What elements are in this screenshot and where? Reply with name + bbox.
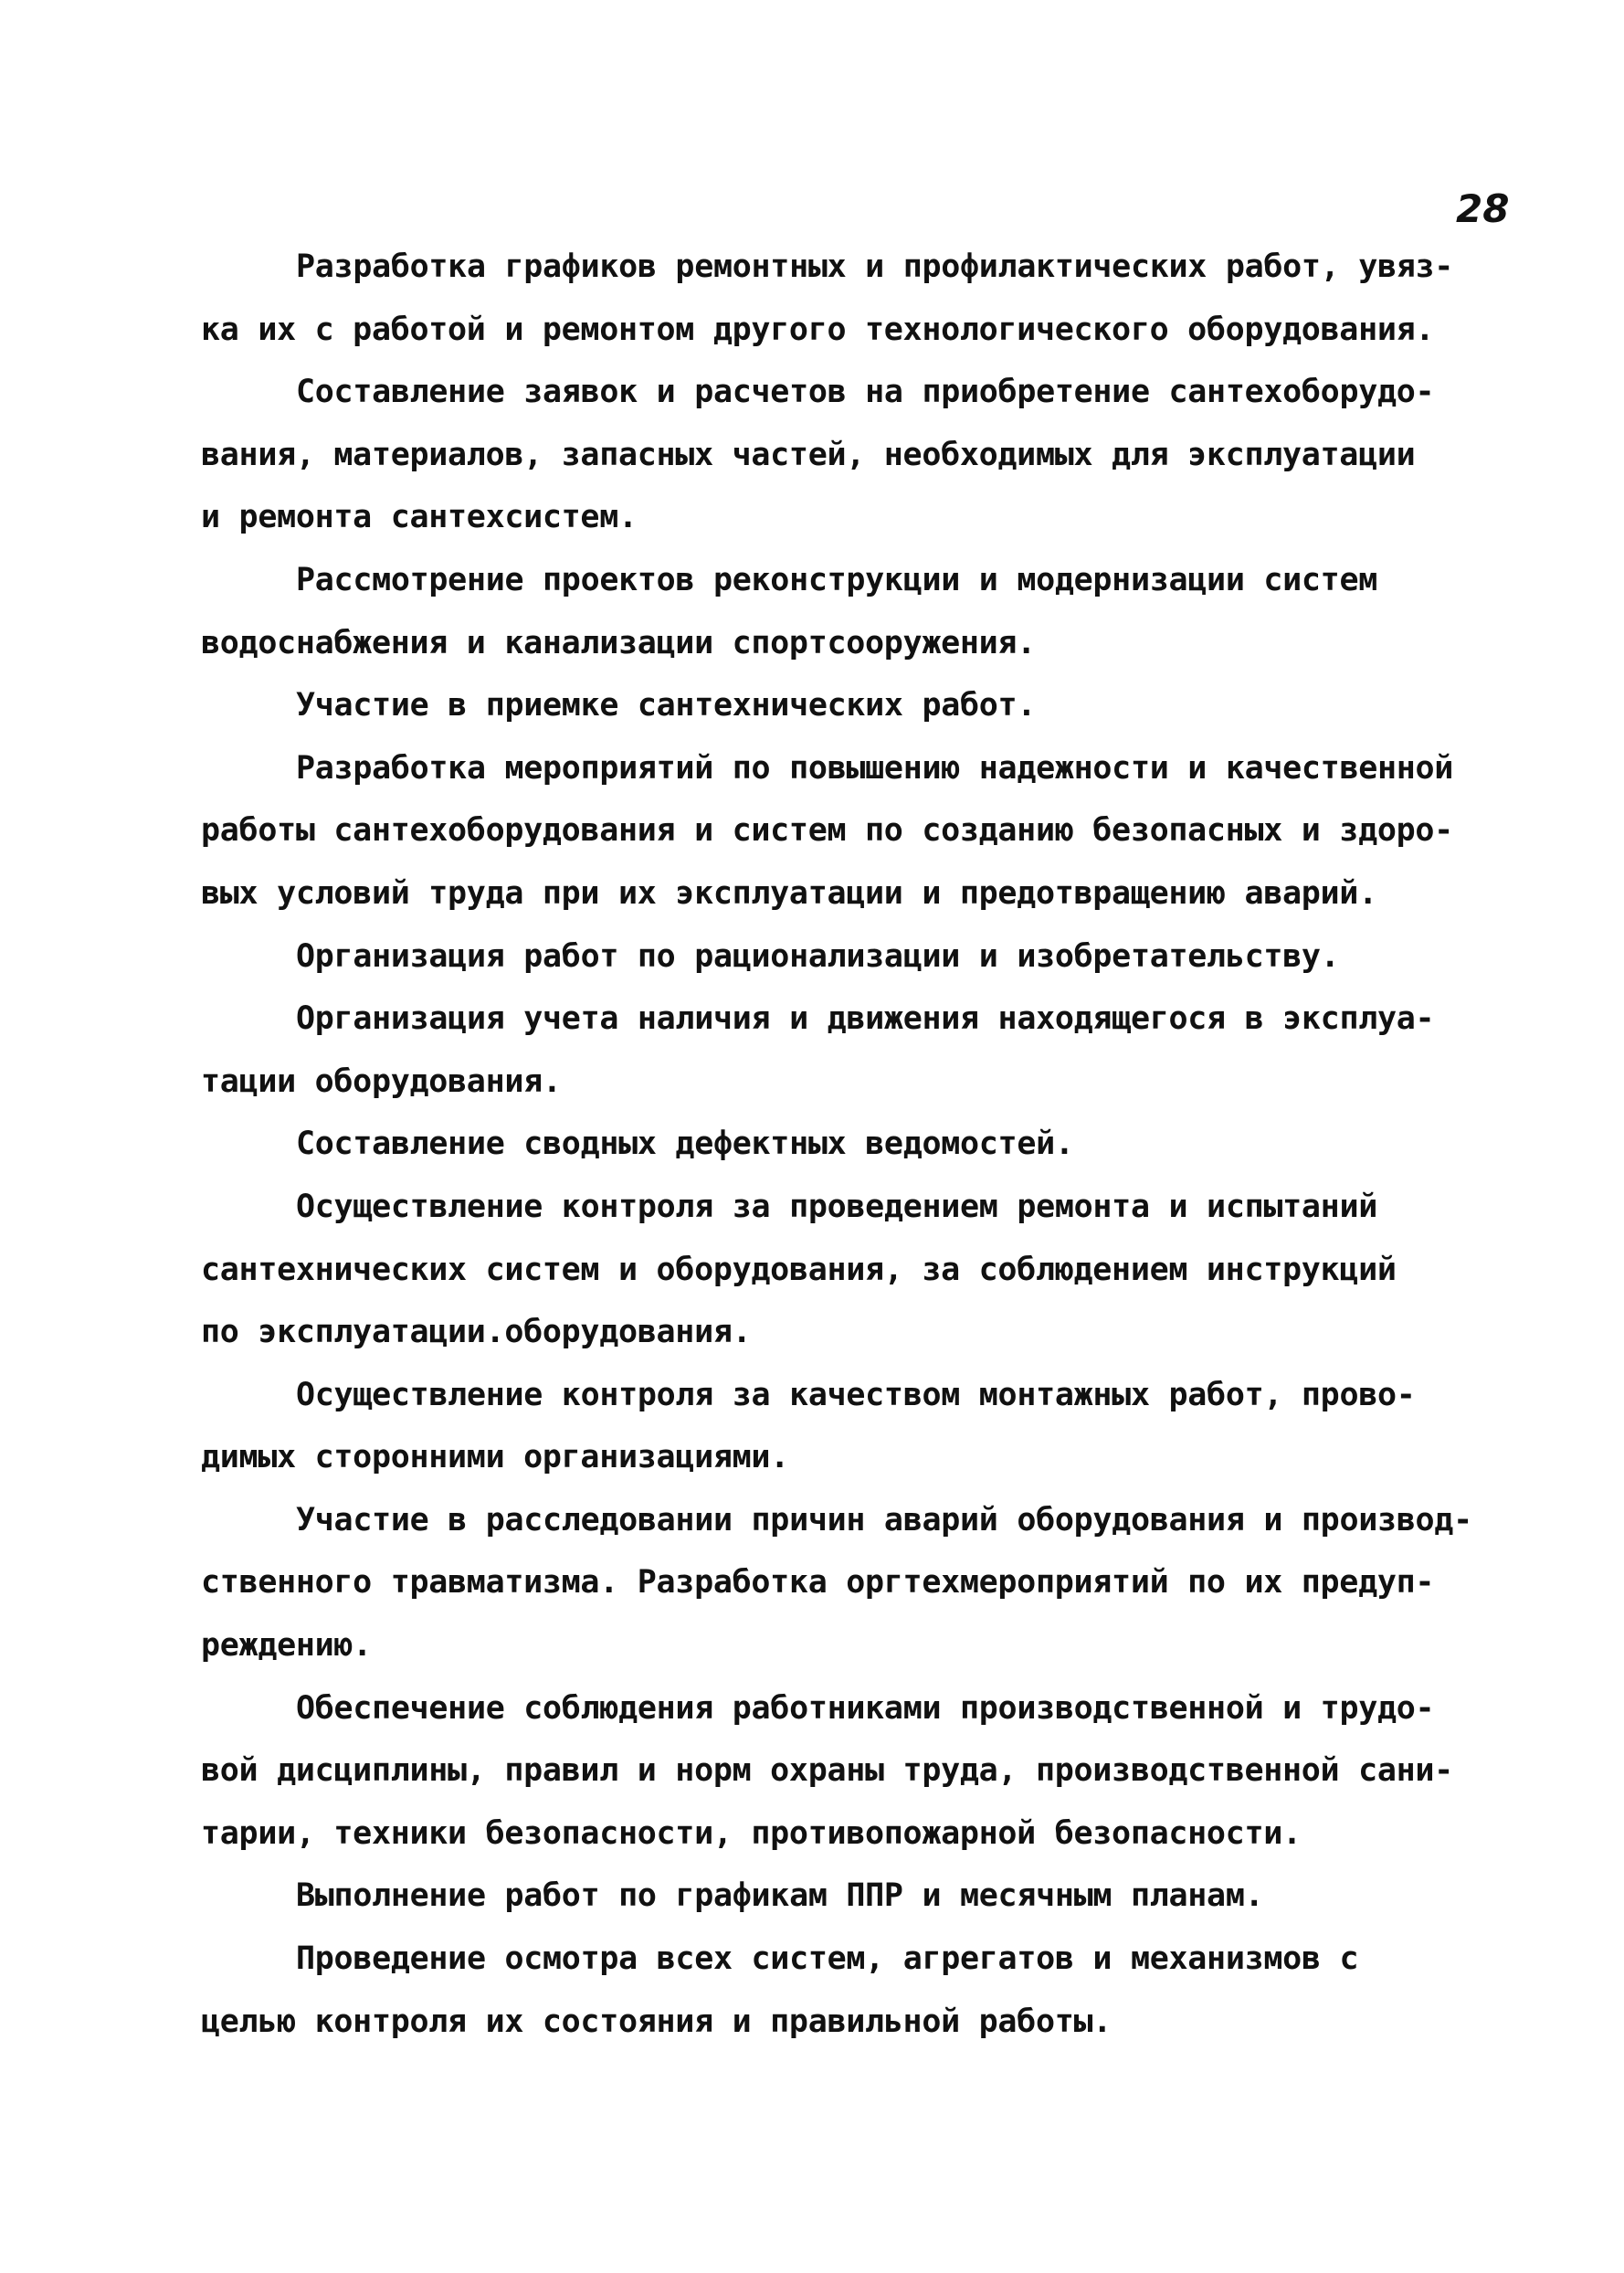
paragraph bbox=[201, 549, 1498, 674]
paragraph-first-line: Обеспечение соблюдения работниками производственной и трудо- bbox=[296, 1689, 1435, 1727]
paragraph-first-line: Организация работ по рационализации и изобретательству. bbox=[296, 937, 1340, 975]
document-body bbox=[201, 236, 1498, 2053]
paragraph-first-line: Участие в приемке сантехнических работ. bbox=[296, 687, 1037, 724]
paragraph-first-line: Рассмотрение проектов реконструкции и модернизации систем bbox=[296, 561, 1377, 598]
paragraph-line: реждению. bbox=[201, 1627, 372, 1665]
paragraph bbox=[201, 988, 1498, 1113]
paragraph bbox=[201, 1176, 1498, 1364]
paragraph bbox=[201, 236, 1498, 361]
paragraph-line: водоснабжения и канализации спортсооружения. bbox=[201, 624, 1036, 661]
paragraph bbox=[201, 1364, 1498, 1489]
paragraph-line: сантехнических систем и оборудования, за соблюдением инструкций bbox=[201, 1251, 1397, 1288]
paragraph-first-line: Составление сводных дефектных ведомостей. bbox=[296, 1126, 1074, 1163]
paragraph bbox=[201, 1489, 1498, 1677]
paragraph bbox=[201, 737, 1498, 925]
paragraph bbox=[201, 1865, 1498, 1928]
paragraph bbox=[201, 1677, 1498, 1866]
paragraph bbox=[201, 925, 1498, 988]
paragraph-line: целью контроля их состояния и правильной работы. bbox=[201, 2003, 1113, 2040]
page-number: 28 bbox=[1456, 186, 1510, 231]
paragraph bbox=[201, 674, 1498, 737]
paragraph-first-line: Проведение осмотра всех систем, агрегатов и механизмов с bbox=[296, 1940, 1359, 1978]
paragraph bbox=[201, 1113, 1498, 1176]
paragraph-first-line: Выполнение работ по графикам ППР и месячным планам. bbox=[296, 1877, 1264, 1915]
paragraph-first-line: Участие в расследовании причин аварий оборудования и производ- bbox=[296, 1501, 1472, 1538]
paragraph-line: ственного травматизма. Разработка оргтехмероприятий по их предуп- bbox=[201, 1564, 1435, 1602]
paragraph-line: тарии, техники безопасности, противопожарной безопасности. bbox=[201, 1814, 1302, 1852]
paragraph-first-line: Составление заявок и расчетов на приобретение сантехоборудо- bbox=[296, 374, 1435, 411]
paragraph-first-line: Осуществление контроля за качеством монтажных работ, прово- bbox=[296, 1376, 1416, 1413]
paragraph-line: вой дисциплины, правил и норм охраны труда, производственной сани- bbox=[201, 1752, 1453, 1790]
paragraph-first-line: Разработка графиков ремонтных и профилактических работ, увяз- bbox=[296, 248, 1454, 285]
paragraph bbox=[201, 361, 1498, 549]
paragraph-line: вания, материалов, запасных частей, необходимых для эксплуатации bbox=[201, 436, 1416, 473]
paragraph-line: и ремонта сантехсистем. bbox=[201, 499, 638, 536]
paragraph-line: работы сантехоборудования и систем по созданию безопасных и здоро- bbox=[201, 812, 1453, 850]
paragraph-line: тации оборудования. bbox=[201, 1062, 562, 1100]
paragraph-line: по эксплуатации.оборудования. bbox=[201, 1314, 752, 1351]
paragraph-first-line: Разработка мероприятий по повышению надежности и качественной bbox=[296, 749, 1454, 787]
paragraph bbox=[201, 1928, 1498, 2053]
paragraph-line: вых условий труда при их эксплуатации и предотвращению аварий. bbox=[201, 874, 1377, 912]
paragraph-line: ка их с работой и ремонтом другого технологического оборудования. bbox=[201, 311, 1435, 348]
paragraph-first-line: Организация учета наличия и движения находящегося в эксплуа- bbox=[296, 1000, 1435, 1038]
paragraph-first-line: Осуществление контроля за проведением ремонта и испытаний bbox=[296, 1188, 1377, 1225]
paragraph-line: димых сторонними организациями. bbox=[201, 1439, 789, 1476]
